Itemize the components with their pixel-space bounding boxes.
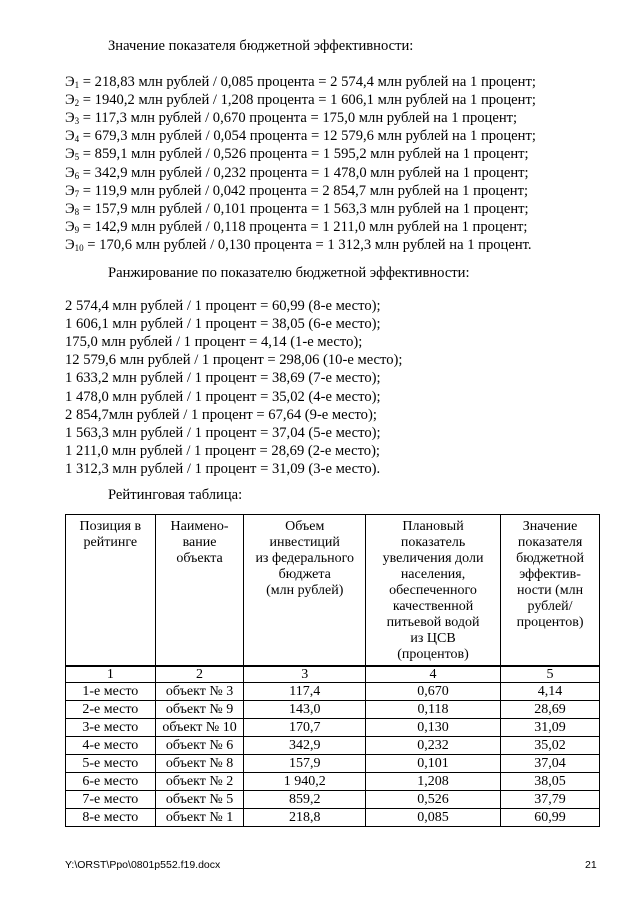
rating-table xyxy=(65,514,600,827)
column-header-line: вание xyxy=(182,535,217,550)
column-header-line: объекта xyxy=(176,551,223,566)
ranking-line: 1 478,0 млн рублей / 1 процент = 35,02 (4-е место); xyxy=(65,388,381,405)
column-number: 4 xyxy=(365,666,500,683)
efficiency-index: 5 xyxy=(74,152,80,163)
table-cell: 5-е место xyxy=(66,755,156,773)
table-cell: 31,09 xyxy=(501,719,600,737)
efficiency-formula: = 342,9 млн рублей / 0,232 процента = 1 478,0 млн рублей на 1 процент; xyxy=(79,164,529,181)
column-header-line: Наимено- xyxy=(170,519,229,534)
table-cell: 6-е место xyxy=(66,773,156,791)
table-cell: 38,05 xyxy=(501,773,600,791)
table-cell: объект № 2 xyxy=(155,773,244,791)
table-body xyxy=(66,683,600,827)
table-cell: 157,9 xyxy=(244,755,365,773)
efficiency-line xyxy=(65,127,536,146)
column-header-line: бюджета xyxy=(278,567,331,582)
table-cell: 0,118 xyxy=(365,701,500,719)
column-number: 2 xyxy=(155,666,244,683)
table-cell: объект № 10 xyxy=(155,719,244,737)
table-cell: объект № 3 xyxy=(155,683,244,701)
table-cell: 28,69 xyxy=(501,701,600,719)
ranking-line: 1 211,0 млн рублей / 1 процент = 28,69 (2-е место); xyxy=(65,442,380,459)
ranking-line: 2 854,7млн рублей / 1 процент = 67,64 (9-е место); xyxy=(65,406,377,423)
efficiency-formula: = 157,9 млн рублей / 0,101 процента = 1 563,3 млн рублей на 1 процент; xyxy=(79,200,529,217)
column-header xyxy=(501,515,600,667)
column-header-line: показатель xyxy=(400,535,466,550)
table-row xyxy=(66,791,600,809)
column-header-line: увеличения доли xyxy=(382,551,484,566)
ranking-line: 12 579,6 млн рублей / 1 процент = 298,06 (10-е место); xyxy=(65,352,403,369)
table-cell: 7-е место xyxy=(66,791,156,809)
table-cell: 0,526 xyxy=(365,791,500,809)
efficiency-symbol: Э xyxy=(65,218,75,235)
table-cell: 35,02 xyxy=(501,737,600,755)
table-heading: Рейтинговая таблица: xyxy=(108,487,243,503)
table-cell: 1-е место xyxy=(66,683,156,701)
efficiency-symbol: Э xyxy=(65,164,75,181)
efficiency-symbol: Э xyxy=(65,128,75,145)
efficiency-formula: = 170,6 млн рублей / 0,130 процента = 1 312,3 млн рублей на 1 процент. xyxy=(83,236,532,253)
table-cell: 4,14 xyxy=(501,683,600,701)
column-header-line: рейтинге xyxy=(83,535,138,550)
efficiency-formula: = 1940,2 млн рублей / 1,208 процента = 1 606,1 млн рублей на 1 процент; xyxy=(79,92,536,109)
table-cell: 342,9 xyxy=(244,737,365,755)
efficiency-index: 8 xyxy=(74,206,80,217)
table-row xyxy=(66,755,600,773)
table-row xyxy=(66,737,600,755)
table-cell: 4-е место xyxy=(66,737,156,755)
efficiency-line xyxy=(65,91,536,110)
efficiency-line xyxy=(65,218,528,237)
efficiency-line xyxy=(65,73,536,92)
column-header-line: обеспеченного xyxy=(389,583,477,598)
efficiency-formula: = 117,3 млн рублей / 0,670 процента = 175,0 млн рублей на 1 процент; xyxy=(79,110,518,127)
efficiency-line xyxy=(65,164,529,183)
column-header-line: Объем xyxy=(285,519,325,534)
table-cell: 0,232 xyxy=(365,737,500,755)
column-header-line: из ЦСВ xyxy=(410,631,456,646)
footer-page-number: 21 xyxy=(585,859,597,871)
ranking-line: 1 606,1 млн рублей / 1 процент = 38,05 (6-е место); xyxy=(65,316,381,333)
table-row xyxy=(66,719,600,737)
efficiency-symbol: Э xyxy=(65,92,75,109)
column-header-line: Значение xyxy=(522,519,578,534)
column-header-line: бюджетной xyxy=(516,551,584,566)
column-header-line: процентов) xyxy=(516,615,584,630)
table-cell: 143,0 xyxy=(244,701,365,719)
column-header xyxy=(66,515,156,667)
ranking-heading: Ранжирование по показателю бюджетной эффективности: xyxy=(108,265,470,281)
efficiency-index: 4 xyxy=(74,134,80,145)
column-number: 5 xyxy=(501,666,600,683)
column-number-row xyxy=(66,666,600,683)
ranking-line: 1 563,3 млн рублей / 1 процент = 37,04 (5-е место); xyxy=(65,424,381,441)
column-header-line: (млн рублей) xyxy=(266,583,344,598)
table-row xyxy=(66,683,600,701)
column-header-line: ности (млн xyxy=(516,583,584,598)
efficiency-line xyxy=(65,109,517,128)
efficiency-formula: = 142,9 млн рублей / 0,118 процента = 1 211,0 млн рублей на 1 процент; xyxy=(79,218,528,235)
table-cell: 1 940,2 xyxy=(244,773,365,791)
table-cell: 0,101 xyxy=(365,755,500,773)
table-cell: 2-е место xyxy=(66,701,156,719)
efficiency-line xyxy=(65,145,529,164)
efficiency-symbol: Э xyxy=(65,236,75,253)
column-header-line: инвестиций xyxy=(269,535,340,550)
table-cell: объект № 8 xyxy=(155,755,244,773)
efficiency-index: 10 xyxy=(74,242,84,253)
table-cell: объект № 5 xyxy=(155,791,244,809)
column-header-line: (процентов) xyxy=(397,647,469,662)
column-header-line: рублей/ xyxy=(527,599,573,614)
column-header xyxy=(244,515,365,667)
efficiency-index: 9 xyxy=(74,224,80,235)
table-cell: 1,208 xyxy=(365,773,500,791)
table-row xyxy=(66,701,600,719)
column-header-line: из федерального xyxy=(255,551,354,566)
efficiency-index: 7 xyxy=(74,188,80,199)
table-row xyxy=(66,773,600,791)
table-cell: 3-е место xyxy=(66,719,156,737)
efficiency-formula: = 218,83 млн рублей / 0,085 процента = 2 574,4 млн рублей на 1 процент; xyxy=(79,74,536,90)
ranking-line: 1 633,2 млн рублей / 1 процент = 38,69 (7-е место); xyxy=(65,370,381,387)
table-cell: 218,8 xyxy=(244,809,365,827)
table-cell: объект № 1 xyxy=(155,809,244,827)
column-header-line: показателя xyxy=(517,535,583,550)
efficiency-symbol: Э xyxy=(65,110,75,127)
efficiency-index: 2 xyxy=(74,98,80,109)
efficiency-formula: = 859,1 млн рублей / 0,526 процента = 1 595,2 млн рублей на 1 процент; xyxy=(79,146,529,163)
table-row xyxy=(66,809,600,827)
efficiency-line xyxy=(65,182,528,201)
efficiency-index: 6 xyxy=(74,170,80,181)
column-header xyxy=(155,515,244,667)
efficiency-index: 1 xyxy=(74,80,80,90)
table-cell: 0,130 xyxy=(365,719,500,737)
efficiency-formula: = 119,9 млн рублей / 0,042 процента = 2 854,7 млн рублей на 1 процент; xyxy=(79,182,529,199)
column-header-line: Позиция в xyxy=(79,519,142,534)
ranking-line: 1 312,3 млн рублей / 1 процент = 31,09 (3-е место). xyxy=(65,460,381,477)
table-cell: 0,085 xyxy=(365,809,500,827)
column-number: 3 xyxy=(244,666,365,683)
table-cell: 0,670 xyxy=(365,683,500,701)
column-header-line: Плановый xyxy=(402,519,464,534)
table-cell: 37,79 xyxy=(501,791,600,809)
column-header-line: населения, xyxy=(400,567,466,582)
table-cell: объект № 6 xyxy=(155,737,244,755)
table-cell: объект № 9 xyxy=(155,701,244,719)
column-header xyxy=(365,515,500,667)
table-cell: 117,4 xyxy=(244,683,365,701)
efficiency-symbol: Э xyxy=(65,74,75,90)
efficiency-heading: Значение показателя бюджетной эффективности: xyxy=(108,38,414,54)
column-number: 1 xyxy=(66,666,156,683)
efficiency-formula: = 679,3 млн рублей / 0,054 процента = 12 579,6 млн рублей на 1 процент; xyxy=(79,128,536,145)
column-header-line: эффектив- xyxy=(519,567,581,582)
efficiency-line xyxy=(65,200,529,219)
table-cell: 859,2 xyxy=(244,791,365,809)
table-cell: 8-е место xyxy=(66,809,156,827)
ranking-line: 2 574,4 млн рублей / 1 процент = 60,99 (8-е место); xyxy=(65,298,381,314)
column-header-line: питьевой водой xyxy=(386,615,480,630)
footer-file-path: Y:\ORST\Ppo\0801p552.f19.docx xyxy=(65,859,221,871)
efficiency-line xyxy=(65,236,532,255)
efficiency-symbol: Э xyxy=(65,200,75,217)
efficiency-symbol: Э xyxy=(65,146,75,163)
column-header-line: качественной xyxy=(392,599,474,614)
table-header-row xyxy=(66,515,600,667)
efficiency-index: 3 xyxy=(74,116,80,127)
ranking-line: 175,0 млн рублей / 1 процент = 4,14 (1-е место); xyxy=(65,334,363,351)
table-cell: 37,04 xyxy=(501,755,600,773)
table-cell: 170,7 xyxy=(244,719,365,737)
table-cell: 60,99 xyxy=(501,809,600,827)
efficiency-symbol: Э xyxy=(65,182,75,199)
